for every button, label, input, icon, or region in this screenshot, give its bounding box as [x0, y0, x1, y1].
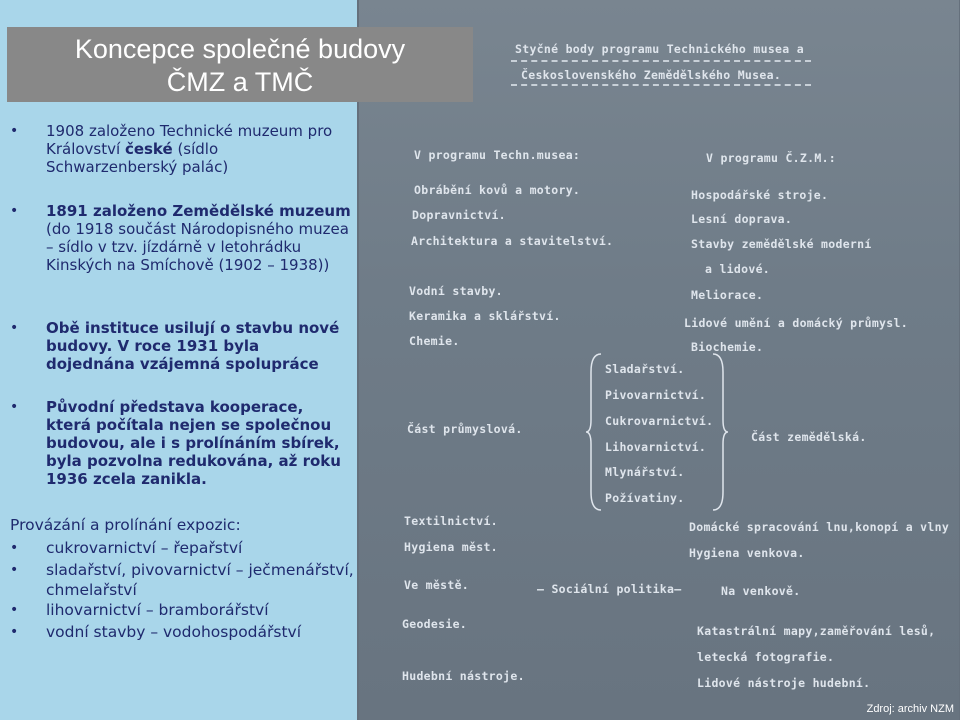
expo-item-text: sladařství, pivovarnictví – ječmenářství, chmelařství — [46, 561, 354, 599]
bullet-item — [10, 398, 352, 488]
doc-right-group-label: Část zemědělská. — [751, 430, 867, 444]
doc-bottom-left-item: Geodesie. — [402, 617, 468, 631]
doc-right-item: Stavby zemědělské moderní — [691, 237, 872, 251]
document-paper — [359, 0, 959, 720]
bullet-text: (sídlo Schwarzenberský palác) — [46, 140, 229, 176]
doc-bottom-right-item: Katastrální mapy,zaměřování lesů, — [697, 624, 936, 638]
doc-left-item: Architektura a stavitelství. — [411, 234, 614, 248]
doc-left-item: Vodní stavby. — [409, 284, 503, 298]
doc-middle-item: Požívatiny. — [605, 491, 685, 505]
bullet-dot: • — [10, 540, 19, 556]
doc-right-item: Meliorace. — [691, 288, 764, 302]
doc-middle-item: Cukrovarnictví. — [605, 414, 714, 428]
expo-item-text: lihovarnictví – bramborářství — [46, 601, 269, 619]
doc-bottom-left-item: Textilnictví. — [404, 514, 498, 528]
doc-left-group-label: Část průmyslová. — [407, 422, 523, 436]
doc-bottom-right-item: Hygiena venkova. — [689, 546, 805, 560]
doc-header-line2: Československého Zemědělského Musea. — [521, 68, 782, 82]
doc-bottom-left-item: Hygiena měst. — [404, 540, 498, 554]
doc-bottom-right-item: Domácké spracování lnu,konopí a vlny — [689, 520, 950, 534]
doc-middle-item: Sladařství. — [605, 362, 685, 376]
doc-middle-item: Mlynářství. — [605, 465, 685, 479]
bullet-text-bold: 1891 založeno Zemědělské muzeum — [46, 202, 351, 220]
expo-item — [10, 560, 356, 600]
bullet-dot: • — [10, 399, 19, 415]
doc-middle-item: Pivovarnictví. — [605, 388, 707, 402]
doc-right-item: Lidové umění a domácký průmysl. — [684, 316, 908, 330]
bullet-dot: • — [10, 123, 19, 139]
bullet-text-bold: české — [124, 140, 173, 158]
slide-title — [7, 27, 473, 102]
title-line-1: Koncepce společné budovy — [74, 34, 406, 64]
expo-item — [10, 600, 356, 620]
doc-left-brace — [585, 352, 603, 512]
bullet-dot: • — [10, 320, 19, 336]
bullet-dot: • — [10, 624, 19, 640]
bullet-item — [10, 202, 352, 274]
source-credit: Zdroj: archiv NZM — [866, 703, 954, 715]
bullet-item — [10, 122, 352, 176]
bullet-dot: • — [10, 203, 19, 219]
expo-item — [10, 622, 356, 642]
doc-header-underline1 — [511, 60, 811, 62]
bullet-text: 1908 založeno Technické muzeum pro Království — [46, 122, 333, 158]
doc-bottom-left-item: Hudební nástroje. — [402, 669, 525, 683]
bullet-dot: • — [10, 562, 19, 578]
bullet-text: (do 1918 součást Národopisného muzea – sídlo v tzv. jízdárně v letohrádku Kinských na Smíchově (1902 – 1938)) — [46, 220, 349, 274]
doc-right-heading: V programu Č.Z.M.: — [706, 151, 837, 165]
doc-left-item: Keramika a sklářství. — [409, 309, 561, 323]
doc-left-item: Dopravnictví. — [412, 208, 506, 222]
bullet-text-bold: Obě instituce usilují o stavbu nové budovy. V roce 1931 byla dojednána vzájemná spolupráce — [46, 319, 340, 373]
expo-heading: Provázání a prolínání expozic: — [10, 516, 241, 534]
doc-right-item: Hospodářské stroje. — [691, 188, 829, 202]
doc-header-line1: Styčné body programu Technického musea a — [515, 42, 804, 56]
doc-header-underline2 — [511, 84, 811, 86]
doc-right-item: Lesní doprava. — [691, 212, 793, 226]
doc-social-label: – Sociální politika– — [537, 582, 682, 596]
doc-left-heading: V programu Techn.musea: — [414, 148, 581, 162]
doc-right-item: Biochemie. — [691, 340, 764, 354]
doc-bottom-right-item: Lidové nástroje hudební. — [697, 676, 871, 690]
doc-left-item: Chemie. — [409, 334, 460, 348]
left-content — [0, 0, 357, 720]
expo-item — [10, 538, 356, 558]
expo-item-text: cukrovarnictví – řepařství — [46, 539, 243, 557]
doc-right-item: a lidové. — [705, 262, 771, 276]
archive-document-photo — [357, 0, 960, 720]
expo-item-text: vodní stavby – vodohospodářství — [46, 623, 302, 641]
bullet-item — [10, 319, 352, 373]
doc-bottom-right-item: Na venkově. — [721, 584, 801, 598]
title-line-2: ČMZ a TMČ — [166, 67, 314, 97]
doc-left-item: Obrábění kovů a motory. — [414, 183, 581, 197]
doc-bottom-left-item: Ve městě. — [404, 578, 470, 592]
bullet-text-bold: Původní představa kooperace, která počítala nejen se společnou budovou, ale i s prolínáním sbírek, byla pozvolna redukována, až roku 1936 zcela zanikla. — [46, 398, 341, 488]
doc-bottom-right-item: letecká fotografie. — [697, 650, 835, 664]
doc-right-brace — [711, 352, 729, 512]
doc-middle-item: Lihovarnictví. — [605, 440, 707, 454]
bullet-dot: • — [10, 602, 19, 618]
